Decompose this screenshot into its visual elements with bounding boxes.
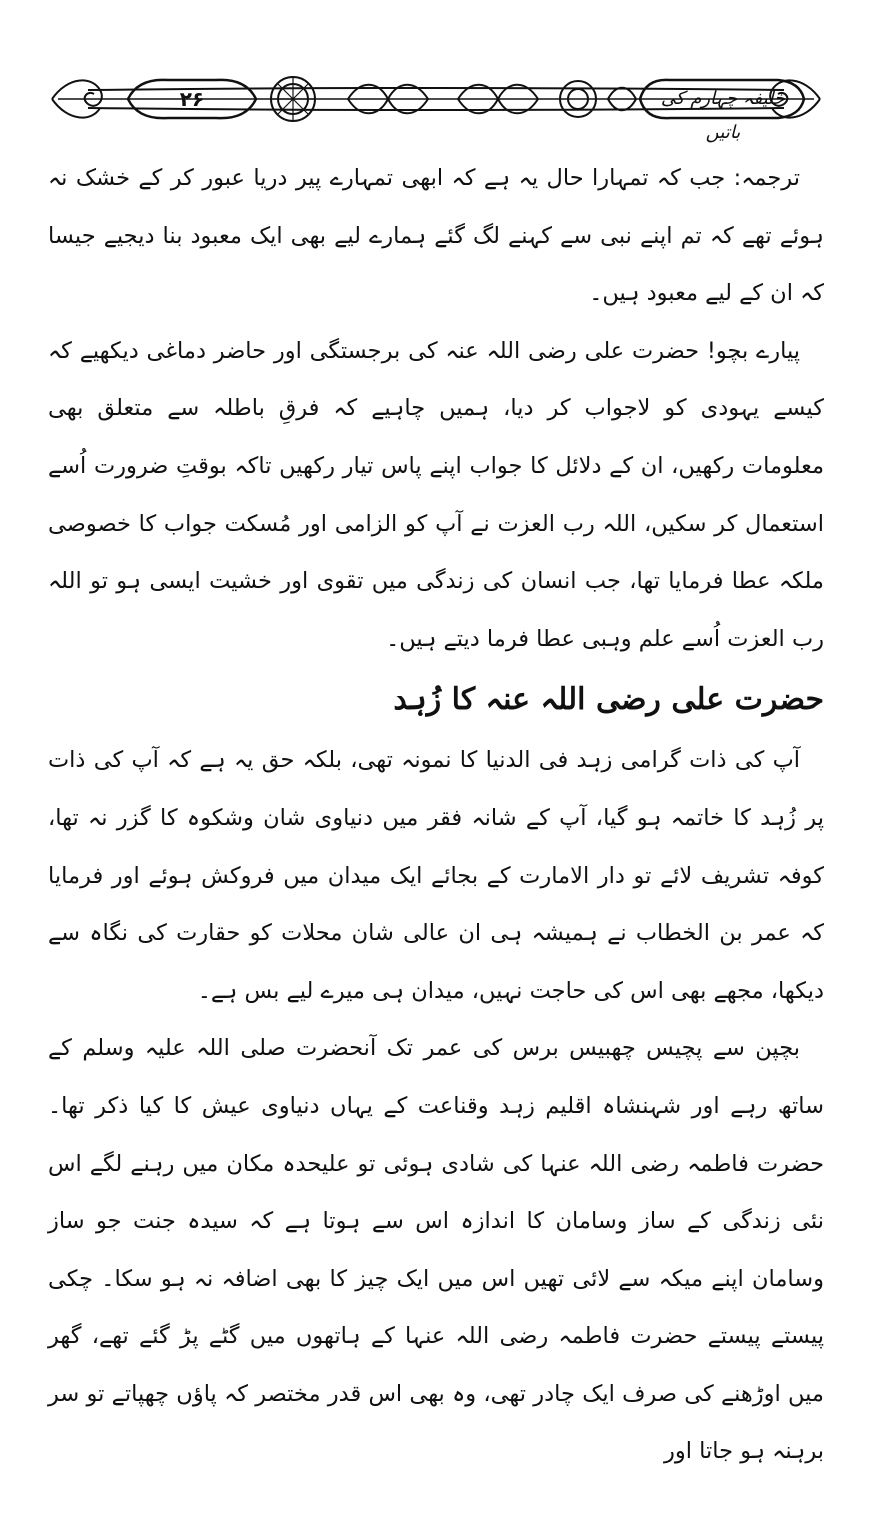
section-heading: حضرت علی رضی اللہ عنہ کا زُہد	[393, 682, 824, 718]
paragraph-translation: ترجمہ: جب کہ تمہارا حال یہ ہے کہ ابھی تمہارے پیر دریا عبور کر کے خشک نہ ہوئے تھے کہ تم اپنے نبی سے کہنے لگ گئے ہمارے لیے بھی ایک معبود بنا دیجیے جیسا کہ ان کے لیے معبود ہیں۔	[48, 165, 824, 307]
paragraph-zuhd-1: آپ کی ذات گرامی زہد فی الدنیا کا نمونہ تھی، بلکہ حق یہ ہے کہ آپ کی ذات پر زُہد کا خاتمہ ہو گیا، آپ کے شانہ فقر میں دنیاوی شان وشکوہ کا گزر نہ تھا، کوفہ تشریف لائے تو دار الامارت کے بجائے ایک میدان میں فروکش ہوئے اور فرمایا کہ عمر بن الخطاب نے ہمیشہ ہی ان عالی شان محلات کو حقارت کی نگاہ سے دیکھا، مجھے بھی اس کی حاجت نہیں، میدان ہی میرے لیے بس ہے۔	[48, 747, 824, 1004]
paragraph-advice: پیارے بچو! حضرت علی رضی اللہ عنہ کی برجستگی اور حاضر دماغی دیکھیے کہ کیسے یہودی کو لاجواب کر دیا، ہمیں چاہیے کہ فرقِ باطلہ سے متعلق بھی معلومات رکھیں، ان کے دلائل کا جواب اپنے پاس تیار رکھیں تاکہ بوقتِ ضرورت اُسے استعمال کر سکیں، اللہ رب العزت نے آپ کو الزامی اور مُسکت جواب کا خصوصی ملکہ عطا فرمایا تھا، جب انسان کی زندگی میں تقوی اور خشیت ایسی ہو تو اللہ رب العزت اُسے علم وہبی عطا فرما دیتے ہیں۔	[48, 337, 824, 652]
page-body	[48, 150, 824, 1481]
book-title: خلیفہ چہارم کی باتیں	[660, 88, 786, 143]
paragraph-zuhd-2: بچپن سے پچیس چھبیس برس کی عمر تک آنحضرت صلی اللہ علیہ وسلم کے ساتھ رہے اور شہنشاہ اقلیم زہد وقناعت کے یہاں دنیاوی عیش کا کیا ذکر تھا۔ حضرت فاطمہ رضی اللہ عنہا کی شادی ہوئی تو علیحدہ مکان میں رہنے لگے اس نئی زندگی کے ساز وسامان کا اندازہ اس سے ہوتا ہے کہ سیدہ جنت جو ساز وسامان اپنے میکہ سے لائی تھیں اس میں ایک چیز کا بھی اضافہ نہ ہو سکا۔ چکی پیستے پیستے حضرت فاطمہ رضی اللہ عنہا کے ہاتھوں میں گٹے پڑ گئے تھے، گھر میں اوڑھنے کی صرف ایک چادر تھی، وہ بھی اس قدر مختصر کہ پاؤں چھپاتے تو سر برہنہ ہو جاتا اور	[48, 1035, 824, 1465]
page-header-ornament	[48, 70, 824, 143]
page-number: ۲۶	[179, 87, 205, 111]
